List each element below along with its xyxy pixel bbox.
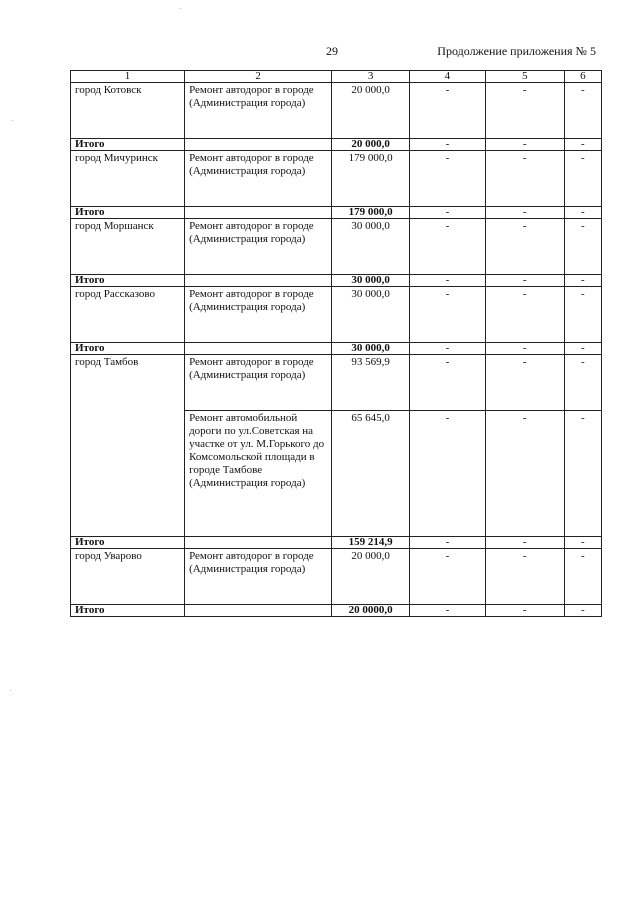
value-cell: - — [410, 151, 486, 207]
total-row — [71, 343, 602, 355]
amount-cell: 179 000,0 — [332, 151, 410, 207]
description-cell: Ремонт автомобильной дороги по ул.Советская на участке от ул. М.Горького до Комсомольской площади в городе Тамбове (Администрация города) — [185, 411, 332, 537]
total-row — [71, 275, 602, 287]
description-cell: Ремонт автодорог в городе (Администрация города) — [185, 549, 332, 605]
description-cell: Ремонт автодорог в городе (Администрация города) — [185, 287, 332, 343]
value-cell: - — [410, 207, 486, 219]
continuation-note: Продолжение приложения № 5 — [437, 44, 596, 58]
column-header: 1 — [71, 71, 185, 83]
page-number: 29 — [326, 44, 338, 58]
description-cell: Ремонт автодорог в городе (Администрация города) — [185, 83, 332, 139]
empty-cell — [185, 275, 332, 287]
scan-speck — [10, 690, 11, 691]
total-label: Итого — [71, 605, 185, 617]
total-label: Итого — [71, 343, 185, 355]
value-cell: - — [564, 139, 601, 151]
value-cell: - — [485, 287, 564, 343]
total-row — [71, 139, 602, 151]
value-cell: - — [564, 207, 601, 219]
total-amount: 159 214,9 — [332, 537, 410, 549]
column-header: 5 — [485, 71, 564, 83]
column-header: 4 — [410, 71, 486, 83]
value-cell: - — [485, 139, 564, 151]
table-row — [71, 219, 602, 275]
value-cell: - — [564, 343, 601, 355]
value-cell: - — [485, 343, 564, 355]
value-cell: - — [564, 411, 601, 537]
total-amount: 20 000,0 — [332, 139, 410, 151]
amount-cell: 30 000,0 — [332, 287, 410, 343]
value-cell: - — [410, 287, 486, 343]
description-cell: Ремонт автодорог в городе (Администрация города) — [185, 355, 332, 411]
value-cell: - — [410, 139, 486, 151]
table-row — [71, 355, 602, 411]
description-cell: Ремонт автодорог в городе (Администрация города) — [185, 219, 332, 275]
description-cell: Ремонт автодорог в городе (Администрация города) — [185, 151, 332, 207]
value-cell: - — [485, 537, 564, 549]
city-cell: город Уварово — [71, 549, 185, 605]
value-cell: - — [485, 151, 564, 207]
empty-cell — [185, 207, 332, 219]
city-cell: город Котовск — [71, 83, 185, 139]
table-row — [71, 549, 602, 605]
value-cell: - — [564, 537, 601, 549]
total-label: Итого — [71, 139, 185, 151]
total-row — [71, 605, 602, 617]
value-cell: - — [564, 605, 601, 617]
total-label: Итого — [71, 537, 185, 549]
total-label: Итого — [71, 275, 185, 287]
value-cell: - — [410, 549, 486, 605]
city-cell: город Тамбов — [71, 355, 185, 537]
column-header: 3 — [332, 71, 410, 83]
value-cell: - — [564, 355, 601, 411]
value-cell: - — [485, 275, 564, 287]
value-cell: - — [410, 537, 486, 549]
value-cell: - — [410, 275, 486, 287]
value-cell: - — [410, 605, 486, 617]
city-cell: город Рассказово — [71, 287, 185, 343]
amount-cell: 65 645,0 — [332, 411, 410, 537]
amount-cell: 20 000,0 — [332, 549, 410, 605]
city-cell: город Моршанск — [71, 219, 185, 275]
total-row — [71, 207, 602, 219]
value-cell: - — [485, 83, 564, 139]
total-label: Итого — [71, 207, 185, 219]
total-amount: 30 000,0 — [332, 343, 410, 355]
total-row — [71, 537, 602, 549]
value-cell: - — [485, 207, 564, 219]
table-row — [71, 151, 602, 207]
value-cell: - — [410, 343, 486, 355]
value-cell: - — [564, 287, 601, 343]
amount-cell: 20 000,0 — [332, 83, 410, 139]
scan-speck — [12, 120, 13, 121]
column-header: 6 — [564, 71, 601, 83]
table-row — [71, 83, 602, 139]
value-cell: - — [410, 83, 486, 139]
value-cell: - — [564, 549, 601, 605]
value-cell: - — [485, 355, 564, 411]
value-cell: - — [564, 83, 601, 139]
city-cell: город Мичуринск — [71, 151, 185, 207]
value-cell: - — [410, 219, 486, 275]
value-cell: - — [410, 411, 486, 537]
value-cell: - — [410, 355, 486, 411]
total-amount: 30 000,0 — [332, 275, 410, 287]
empty-cell — [185, 343, 332, 355]
amount-cell: 30 000,0 — [332, 219, 410, 275]
value-cell: - — [564, 219, 601, 275]
value-cell: - — [485, 411, 564, 537]
value-cell: - — [564, 275, 601, 287]
empty-cell — [185, 605, 332, 617]
budget-table — [70, 70, 602, 617]
value-cell: - — [485, 605, 564, 617]
amount-cell: 93 569,9 — [332, 355, 410, 411]
empty-cell — [185, 537, 332, 549]
total-amount: 20 0000,0 — [332, 605, 410, 617]
column-header: 2 — [185, 71, 332, 83]
table-row — [71, 287, 602, 343]
value-cell: - — [485, 549, 564, 605]
value-cell: - — [564, 151, 601, 207]
value-cell: - — [485, 219, 564, 275]
column-number-row — [71, 71, 602, 83]
total-amount: 179 000,0 — [332, 207, 410, 219]
empty-cell — [185, 139, 332, 151]
scan-speck — [180, 8, 181, 9]
